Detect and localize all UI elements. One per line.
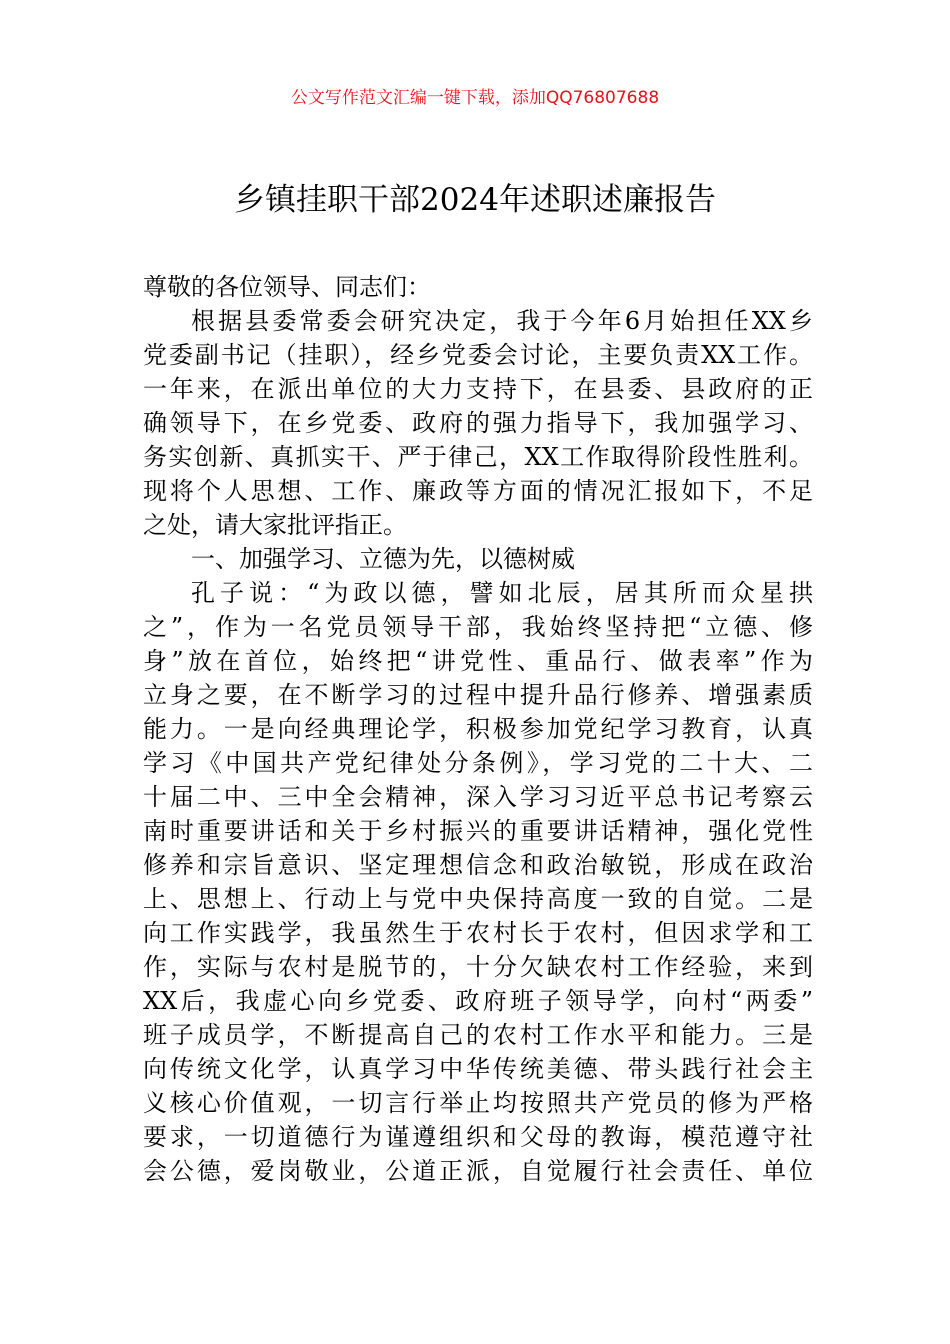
document-body <box>143 270 813 1188</box>
download-banner: 公文写作范文汇编一键下载，添加QQ76807688 <box>290 88 660 108</box>
body-line: 十届二中、三中全会精神，深入学习习近平总书记考察云 <box>143 783 813 811</box>
body-line: 向工作实践学，我虽然生于农村长于农村，但因求学和工 <box>143 919 813 947</box>
section-heading-line: 一、加强学习、立德为先，以德树威 <box>191 545 575 573</box>
body-line: 党委副书记（挂职），经乡党委会讨论，主要负责XX工作。 <box>143 341 813 369</box>
body-line: 修养和宗旨意识、坚定理想信念和政治敏锐，形成在政治 <box>143 851 813 879</box>
body-line: 义核心价值观，一切言行举止均按照共产党员的修为严格 <box>143 1089 813 1117</box>
body-line: 要求，一切道德行为谨遵组织和父母的教诲，模范遵守社 <box>143 1123 813 1151</box>
body-line: 身”放在首位，始终把“讲党性、重品行、做表率”作为 <box>143 647 813 675</box>
body-line: 向传统文化学，认真学习中华传统美德、带头践行社会主 <box>143 1055 813 1083</box>
body-line: 上、思想上、行动上与党中央保持高度一致的自觉。二是 <box>143 885 813 913</box>
document-title: 乡镇挂职干部2024年述职述廉报告 <box>234 182 716 218</box>
body-line: XX后，我虚心向乡党委、政府班子领导学，向村“两委” <box>143 987 813 1015</box>
body-line: 确领导下，在乡党委、政府的强力指导下，我加强学习、 <box>143 409 813 437</box>
body-line: 孔子说：“为政以德，譬如北辰，居其所而众星拱 <box>191 579 813 607</box>
body-line: 务实创新、真抓实干、严于律己，XX工作取得阶段性胜利。 <box>143 443 813 471</box>
body-line: 学习《中国共产党纪律处分条例》，学习党的二十大、二 <box>143 749 813 777</box>
body-line: 能力。一是向经典理论学，积极参加党纪学习教育，认真 <box>143 715 813 743</box>
body-line: 现将个人思想、工作、廉政等方面的情况汇报如下，不足 <box>143 477 813 505</box>
body-line: 会公德，爱岗敬业，公道正派，自觉履行社会责任、单位 <box>143 1157 813 1185</box>
body-line: 立身之要，在不断学习的过程中提升品行修养、增强素质 <box>143 681 813 709</box>
body-line: 南时重要讲话和关于乡村振兴的重要讲话精神，强化党性 <box>143 817 813 845</box>
body-line: 根据县委常委会研究决定，我于今年6月始担任XX乡 <box>191 307 813 335</box>
body-line: 班子成员学，不断提高自己的农村工作水平和能力。三是 <box>143 1021 813 1049</box>
body-line: 之”，作为一名党员领导干部，我始终坚持把“立德、修 <box>143 613 813 641</box>
body-line: 一年来，在派出单位的大力支持下，在县委、县政府的正 <box>143 375 813 403</box>
body-line: 作，实际与农村是脱节的，十分欠缺农村工作经验，来到 <box>143 953 813 981</box>
salutation-line: 尊敬的各位领导、同志们： <box>143 273 431 301</box>
body-line: 之处，请大家批评指正。 <box>143 511 407 539</box>
